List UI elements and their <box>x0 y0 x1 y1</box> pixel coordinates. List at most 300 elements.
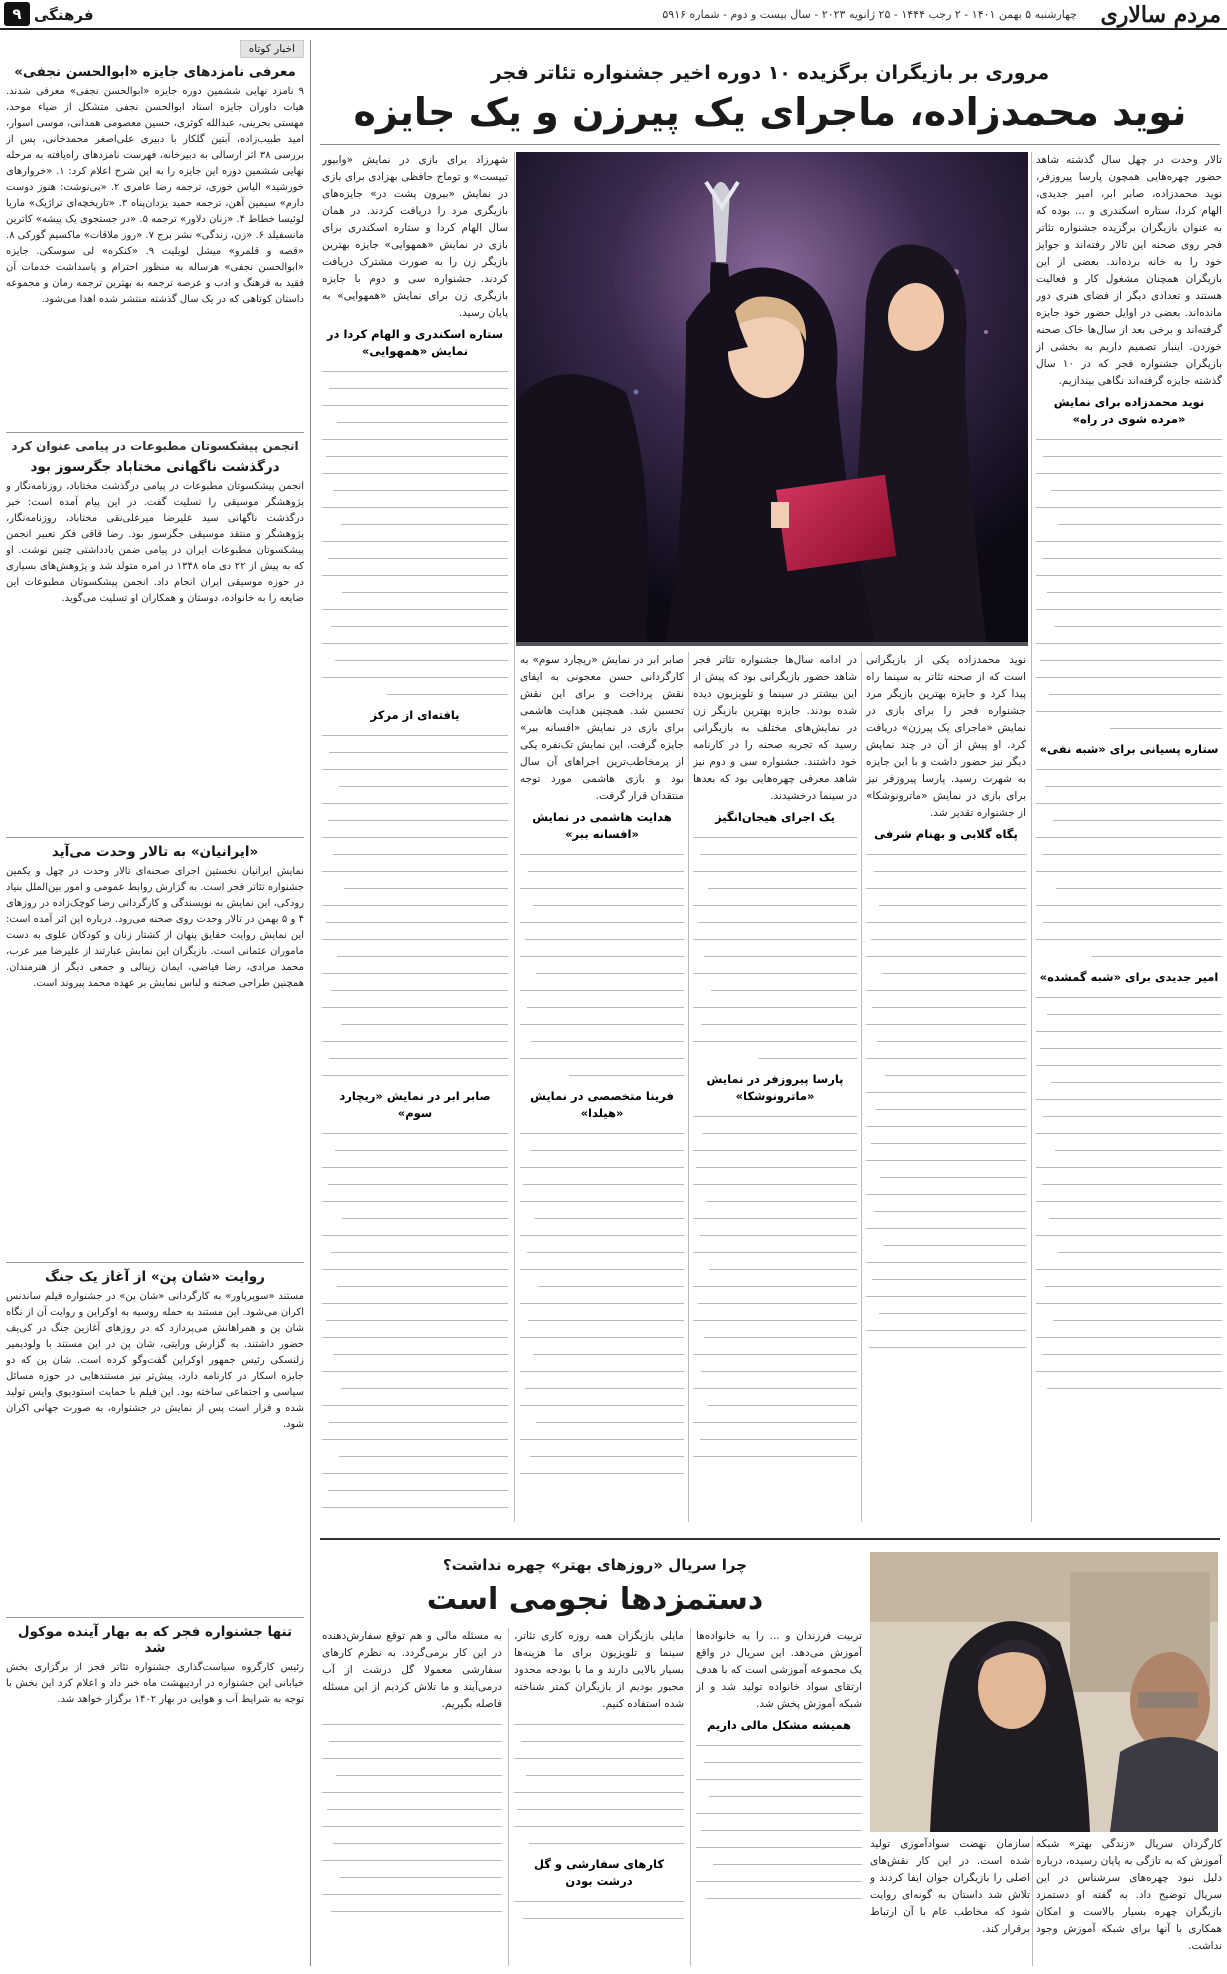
text-line <box>322 1227 508 1244</box>
text-line <box>322 363 508 380</box>
text-line <box>866 1237 1026 1254</box>
text-line <box>322 846 508 863</box>
text-line <box>322 601 508 618</box>
text-line <box>322 1329 508 1346</box>
text-line <box>866 1305 1026 1322</box>
text-line <box>322 1176 508 1193</box>
sidebar-headline: تنها جشنواره فجر که به بهار آینده موکول شد <box>17 1624 293 1656</box>
text-line <box>1036 1142 1222 1159</box>
text-line <box>322 1363 508 1380</box>
text-line <box>322 1067 508 1084</box>
text-line <box>322 1852 502 1869</box>
bottom-subhead: کارهای سفارشی و گل درشت بودن <box>533 1857 665 1888</box>
sidebar-headline: درگذشت ناگهانی مختاباد جگرسوز بود <box>30 459 280 475</box>
text-line <box>1036 1210 1222 1227</box>
divider <box>6 432 304 433</box>
text-line <box>693 931 857 948</box>
text-line <box>866 1220 1026 1237</box>
page-number: ۹ <box>4 2 30 26</box>
text-line <box>520 1125 684 1142</box>
text-line <box>322 1380 508 1397</box>
text-line <box>520 1465 684 1482</box>
dateline: چهارشنبه ۵ بهمن ۱۴۰۱ - ۲ رجب ۱۴۴۴ - ۲۵ ژانویه ۲۰۲۳ - سال بیست و دوم - شماره ۵۹۱۶ <box>662 8 1077 21</box>
text-line <box>866 1135 1026 1152</box>
text-line <box>1036 482 1222 499</box>
text-line <box>322 482 508 499</box>
text-line <box>1036 914 1222 931</box>
text-line <box>322 982 508 999</box>
text-line <box>696 1839 862 1856</box>
article-column <box>693 652 857 1522</box>
text-line <box>693 1346 857 1363</box>
text-line <box>1036 761 1222 778</box>
text-line <box>696 1856 862 1873</box>
column-rule <box>1032 1836 1033 1966</box>
text-line <box>322 1397 508 1414</box>
text-line <box>322 1516 508 1522</box>
text-line <box>520 1278 684 1295</box>
text-line <box>322 1767 502 1784</box>
article-column <box>322 152 508 1522</box>
text-line <box>1036 448 1222 465</box>
text-line <box>693 1193 857 1210</box>
text-line <box>866 1016 1026 1033</box>
text-line <box>1036 601 1222 618</box>
text-line <box>693 1312 857 1329</box>
text-line <box>1036 567 1222 584</box>
sidebar-body: رئیس کارگروه سیاست‌گذاری جشنواره تئاتر فجر از برگزاری بخش خیابانی این جشنواره در اردیبهشت ماه خبر داد و اعلام کرد این بخش با توجه به شرایط آب و هوایی در بهار ۱۴۰۲ برگزار خواهد شد. <box>6 1662 304 1705</box>
text-line <box>520 1142 684 1159</box>
text-line <box>322 1193 508 1210</box>
text-line <box>514 1767 684 1784</box>
text-line <box>866 846 1026 863</box>
text-line <box>322 1869 502 1886</box>
text-line <box>1036 897 1222 914</box>
text-line <box>866 1084 1026 1101</box>
sidebar-body: ۹ نامزد نهایی ششمین دوره جایزه «ابوالحسن نجفی» معرفی شدند. هیات داوران جایزه استاد ابوالحسن نجفی متشکل از ضیاء موحد، مهستی بحرینی، عبدالله کوثری، حسین معصومی همدانی، موسی اسوار، امید طبیب‌زاده، آبتین گلکار با دبیری علی‌اصغر محمدخانی، پس از بررسی ۳۸ اثر ارسالی به دبیرخانه، فهرست نامزدهای راه‌یافته به مرحله نهایی ششمین دوره این جایزه را به این شرح اعلام کرد: ۱. «خروارهای خورشید» الیاس خوری، ترجمه رضا عامری ۲. «بی‌نوشت: هنوز دوست دارم» سیمین آهن، ترجمه حمید یزدان‌پناه ۳. «تاریخچه‌ای تراژیک» ماریا لوئیسا خطاط ۴. «زنان دلاور» ترجمه ۵. «در جستجوی یک پیشه» کاترین مانسفیلد ۶. «زن، زندگی» نشر برج ۷. «روز ملاقات» ماکسیم گورکی ۸. «قصه و قلمرو» میشل لویلیت ۹. «کنکره» لی سوسکی. جایزه «ابوالحسن نجفی» هرساله به منظور احترام و پاسداشت خدمات آن فقید به فرهنگ و ادب و عرصه ترجمه به بهترین ترجمه رمان و مجموعه داستان کوتاهی که در یک سال گذشته منتشر شده اهدا می‌شود. <box>6 86 304 305</box>
text-line <box>693 829 857 846</box>
text-line <box>1036 1023 1222 1040</box>
text-line <box>1036 1006 1222 1023</box>
text-line <box>514 1818 684 1835</box>
text-line <box>322 1050 508 1067</box>
photo-caption-bar <box>516 642 1028 646</box>
text-line <box>322 635 508 652</box>
column-rule <box>310 40 311 1966</box>
text-line <box>1036 1159 1222 1176</box>
text-line <box>1036 550 1222 567</box>
text-line <box>322 1801 502 1818</box>
text-line <box>322 1210 508 1227</box>
column-paragraph: در ادامه سال‌ها جشنواره تئاتر فجر شاهد حضور بازیگرانی بود که پیش از این بیشتر در سینما و تلویزیون دیده شده بودند. جایزه بهترین بازیگر زن در نمایش‌های مختلف به بازیگرانی رسید که تجربه صحنه را در کارنامه خود داشتند. جشنواره سی و دوم نیز شاهد معرفی چهره‌هایی بود که بعدها در سینما درخشیدند. <box>693 654 857 802</box>
text-line <box>1036 465 1222 482</box>
bottom-subhead: همیشه مشکل مالی داریم <box>706 1718 852 1732</box>
text-line <box>866 948 1026 965</box>
text-line <box>866 1067 1026 1084</box>
text-line <box>1036 1057 1222 1074</box>
article-subhead: پگاه گلابی و بهنام شرفی <box>874 827 1018 841</box>
text-line <box>322 516 508 533</box>
text-line <box>520 999 684 1016</box>
text-line <box>866 863 1026 880</box>
text-line <box>866 1322 1026 1339</box>
column-rule <box>1031 152 1032 1522</box>
text-line <box>322 948 508 965</box>
text-line <box>322 727 508 744</box>
sidebar-headline: روایت «شان پن» از آغاز یک جنگ <box>45 1269 265 1285</box>
text-line <box>520 897 684 914</box>
text-line <box>1036 989 1222 1006</box>
text-line <box>696 1873 862 1890</box>
text-line <box>322 499 508 516</box>
text-line <box>322 1499 508 1516</box>
text-line <box>520 1380 684 1397</box>
main-headline: نوید محمدزاده، ماجرای یک پیرزن و یک جایزه <box>353 90 1187 134</box>
text-line <box>1036 669 1222 686</box>
text-line <box>520 880 684 897</box>
text-line <box>693 965 857 982</box>
text-line <box>1036 1329 1222 1346</box>
headline-rule <box>320 144 1220 145</box>
column-rule <box>688 652 689 1522</box>
text-line <box>520 1050 684 1067</box>
text-line <box>866 897 1026 914</box>
text-line <box>866 1169 1026 1186</box>
article-subhead: نوید محمدزاده برای نمایش «مرده شوی در راه» <box>1053 395 1205 426</box>
text-line <box>514 1893 684 1910</box>
text-line <box>1036 635 1222 652</box>
text-line <box>322 1482 508 1499</box>
text-line <box>322 618 508 635</box>
text-line <box>866 965 1026 982</box>
text-line <box>520 1414 684 1431</box>
text-line <box>1036 778 1222 795</box>
bottom-kicker: چرا سریال «روزهای بهتر» چهره نداشت؟ <box>442 1556 748 1574</box>
article-subhead: یک اجرای هیجان‌انگیز <box>715 810 835 824</box>
text-line <box>322 465 508 482</box>
text-line <box>322 1750 502 1767</box>
text-line <box>1036 1363 1222 1380</box>
text-line <box>322 744 508 761</box>
text-line <box>322 1312 508 1329</box>
sidebar-body: مستند «سوپرپاور» به کارگردانی «شان پن» در جشنواره فیلم ساندنس اکران می‌شود. این مستند به حمله روسیه به اوکراین و روایت آن از نگاه شان پن و همراهانش می‌پردازد که در روزهای آغازین جنگ در کی‌یف حضور داشتند. به گزارش ورایتی، شان پن در این مستند با ولودیمیر زلنسکی رئیس جمهور اوکراین گفت‌وگو کرده است. شان پن که دو جایزه اسکار در کارنامه دارد، پیش‌تر نیز مستندهایی در حوزه مسائل سیاسی و اجتماعی ساخته بود. این فیلم با حمایت استودیوی وایس تولید شده و قرار است پس از نمایش در جشنواره، به صورت جهانی اکران شود. <box>6 1291 304 1430</box>
text-line <box>322 1414 508 1431</box>
text-line <box>866 880 1026 897</box>
text-line <box>514 1733 684 1750</box>
page-header <box>0 0 1227 30</box>
text-line <box>322 550 508 567</box>
text-line <box>520 931 684 948</box>
text-line <box>520 1210 684 1227</box>
text-line <box>322 584 508 601</box>
text-line <box>322 1125 508 1142</box>
text-line <box>693 880 857 897</box>
text-line <box>866 1050 1026 1067</box>
text-line <box>1036 846 1222 863</box>
bottom-column <box>322 1628 502 1966</box>
text-line <box>322 1818 502 1835</box>
text-line <box>1036 431 1222 448</box>
text-line <box>866 1254 1026 1271</box>
text-line <box>693 1159 857 1176</box>
text-line <box>693 1363 857 1380</box>
text-line <box>520 1261 684 1278</box>
text-line <box>322 1903 502 1920</box>
text-line <box>514 1784 684 1801</box>
text-line <box>322 414 508 431</box>
text-line <box>693 982 857 999</box>
text-line <box>1036 1380 1222 1397</box>
text-line <box>322 829 508 846</box>
text-line <box>322 1142 508 1159</box>
text-line <box>520 1244 684 1261</box>
article-subhead: صابر ابر در نمایش «ریچارد سوم» <box>339 1089 491 1120</box>
article-subhead: امیر جدیدی برای «شبه گمشده» <box>1039 970 1219 984</box>
text-line <box>322 1016 508 1033</box>
text-line <box>1036 880 1222 897</box>
text-line <box>322 1159 508 1176</box>
sidebar-headline: معرفی نامزدهای جایزه «ابوالحسن نجفی» <box>14 64 296 80</box>
sidebar-kicker: انجمن پیشکسوتان مطبوعات در پیامی عنوان کرد <box>11 439 299 453</box>
text-line <box>693 1414 857 1431</box>
text-line <box>1036 1074 1222 1091</box>
text-line <box>322 1835 502 1852</box>
text-line <box>520 1227 684 1244</box>
text-line <box>866 931 1026 948</box>
text-line <box>322 1886 502 1903</box>
article-subhead: هدایت هاشمی در نمایش «افسانه ببر» <box>532 810 672 841</box>
text-line <box>322 795 508 812</box>
text-line <box>322 652 508 669</box>
section-rule <box>320 1538 1220 1540</box>
article-subhead: ستاره اسکندری و الهام کردا در نمایش «همهوایی» <box>326 327 504 358</box>
column-paragraph: به مسئله مالی و هم توقع سفارش‌دهنده در این کار برمی‌گردد. به نظرم کارهای سفارشی معمولا گل درشت از آب درمی‌آیند و ما تلاش کردیم از این مسئله فاصله بگیریم. <box>322 1630 502 1710</box>
text-line <box>693 1278 857 1295</box>
text-line <box>1036 1346 1222 1363</box>
text-line <box>322 863 508 880</box>
column-paragraph: کارگردان سریال «زندگی بهتر» شبکه آموزش که به تازگی به پایان رسیده، درباره دلیل نبود چهره‌های سرشناس در این سریال توضیح داد. به گفته او دستمزد بازیگران چهره بسیار بالاست و امکان همکاری با آنها برای شبکه آموزش وجود نداشت. <box>1036 1838 1222 1952</box>
article-column <box>866 652 1026 1522</box>
text-line <box>322 1448 508 1465</box>
text-line <box>322 1784 502 1801</box>
text-line <box>514 1716 684 1733</box>
text-line <box>1036 829 1222 846</box>
text-line <box>1036 584 1222 601</box>
text-line <box>1036 1278 1222 1295</box>
text-line <box>696 1788 862 1805</box>
bottom-column <box>1036 1836 1222 1966</box>
text-line <box>520 863 684 880</box>
text-line <box>696 1822 862 1839</box>
text-line <box>866 1271 1026 1288</box>
text-line <box>866 1203 1026 1220</box>
text-line <box>866 1288 1026 1305</box>
bottom-column <box>870 1836 1030 1966</box>
text-line <box>1036 1261 1222 1278</box>
text-line <box>520 1431 684 1448</box>
text-line <box>322 1346 508 1363</box>
text-line <box>693 999 857 1016</box>
text-line <box>693 914 857 931</box>
text-line <box>1036 652 1222 669</box>
text-line <box>1036 703 1222 720</box>
column-paragraph: صابر ابر در نمایش «ریچارد سوم» به کارگردانی حسن معجونی به ایفای نقش پرداخت و برای این نقش تحسین شد. همچنین هدایت هاشمی برای بازی در نمایش «افسانه ببر» جایزه گرفت. این نمایش تک‌نفره یکی از پرمخاطب‌ترین اجراهای آن سال بود و بازی هاشمی مورد توجه منتقدان قرار گرفت. <box>520 654 684 802</box>
sidebar-tag: اخبار کوتاه <box>240 40 304 58</box>
column-paragraph: مایلی بازیگران همه روزه کاری تئاتر، سینما و تلویزیون برای ما هزینه‌ها بسیار بالایی دارند و ما با بودجه محدود مجبور بودیم از بازیگران کمتر شناخته شده استفاده کنیم. <box>514 1630 684 1710</box>
text-line <box>1036 948 1222 965</box>
divider <box>6 1262 304 1263</box>
main-kicker: مروری بر بازیگران برگزیده ۱۰ دوره اخیر جشنواره تئاتر فجر <box>490 62 1050 84</box>
text-line <box>696 1805 862 1822</box>
text-line <box>693 1033 857 1050</box>
text-line <box>696 1890 862 1907</box>
text-line <box>1036 1227 1222 1244</box>
text-line <box>693 1108 857 1125</box>
column-rule <box>514 152 515 1522</box>
text-line <box>520 1397 684 1414</box>
text-line <box>693 1210 857 1227</box>
text-line <box>1036 931 1222 948</box>
text-line <box>322 1733 502 1750</box>
text-line <box>520 914 684 931</box>
text-line <box>693 1227 857 1244</box>
text-line <box>1036 1108 1222 1125</box>
series-still-illustration <box>870 1552 1218 1832</box>
text-line <box>1036 1040 1222 1057</box>
text-line <box>696 1754 862 1771</box>
text-line <box>693 1397 857 1414</box>
text-line <box>520 1176 684 1193</box>
text-line <box>322 999 508 1016</box>
text-line <box>520 1295 684 1312</box>
text-line <box>866 1101 1026 1118</box>
award-photo-illustration <box>516 152 1028 642</box>
text-line <box>520 1329 684 1346</box>
text-line <box>322 448 508 465</box>
text-line <box>520 965 684 982</box>
text-line <box>322 1244 508 1261</box>
text-line <box>693 1261 857 1278</box>
text-line <box>693 1295 857 1312</box>
text-line <box>322 931 508 948</box>
divider <box>6 837 304 838</box>
text-line <box>1036 499 1222 516</box>
text-line <box>1036 1295 1222 1312</box>
text-line <box>514 1910 684 1927</box>
text-line <box>322 431 508 448</box>
column-paragraph: شهرزاد برای بازی در نمایش «وابیور تیپست» و توماج حافظی بهزادی برای بازی در نمایش «بیرون پشت در» جایزه‌های بازیگری مرد را دریافت کردند. در همان سال الهام کردا و ستاره اسکندری برای بازی در نمایش «همهوایی» جایزه بهترین بازیگر زن را به صورت مشترک دریافت کردند. جشنواره سی و دوم با جایزه بازیگری زن برای نمایش «همهوایی» به پایان رسید. <box>322 154 508 319</box>
text-line <box>520 1346 684 1363</box>
text-line <box>520 846 684 863</box>
text-line <box>520 1312 684 1329</box>
text-line <box>693 1329 857 1346</box>
bottom-headline: دستمزدها نجومی است <box>426 1582 764 1617</box>
text-line <box>322 914 508 931</box>
text-line <box>514 1801 684 1818</box>
newspaper-brand: مردم سالاری <box>1100 2 1221 28</box>
text-line <box>322 812 508 829</box>
bottom-column <box>514 1628 684 1966</box>
text-line <box>866 1118 1026 1135</box>
text-line <box>520 1016 684 1033</box>
column-rule <box>508 1628 509 1966</box>
text-line <box>866 1033 1026 1050</box>
text-line <box>520 948 684 965</box>
text-line <box>866 999 1026 1016</box>
text-line <box>1036 1176 1222 1193</box>
text-line <box>520 1448 684 1465</box>
text-line <box>322 1465 508 1482</box>
lead-paragraph: تالار وحدت در چهل سال گذشته شاهد حضور چهره‌هایی همچون پارسا پیروزفر، نوید محمدزاده، صابر ابر، امیر جدیدی، الهام کردا، ستاره اسکندری و ... بوده که به عنوان بازیگران برگزیده جشنواره تئاتر فجر روی صحنه این تالار رفته‌اند و جوایز خود را به خانه برده‌اند. بعضی از این بازیگران همچنان مشغول کار و فعالیت هستند و تعدادی دیگر از فضای هنری دور مانده‌اند. بعضی در اوایل حضور خود جایزه گرفته‌اند و برخی بعد از سال‌ها خاک صحنه خوردن. اینبار تصمیم داریم به بخشی از بازیگران جشنواره فجر که در ۱۰ سال گذشته جایزه گرفته‌اند نگاهی بیندازیم. <box>1036 154 1222 387</box>
text-line <box>1036 812 1222 829</box>
text-line <box>322 761 508 778</box>
bottom-column <box>696 1628 862 1966</box>
text-line <box>520 1159 684 1176</box>
text-line <box>520 1067 684 1084</box>
text-line <box>696 1771 862 1788</box>
text-line <box>693 1448 857 1465</box>
text-line <box>1036 1125 1222 1142</box>
text-line <box>1036 795 1222 812</box>
text-line <box>866 914 1026 931</box>
text-line <box>322 380 508 397</box>
text-line <box>520 1363 684 1380</box>
text-line <box>322 686 508 703</box>
text-line <box>1036 863 1222 880</box>
text-line <box>696 1737 862 1754</box>
column-paragraph: تربیت فرزندان و ... را به خانواده‌ها آموزش می‌دهد. این سریال در واقع یک مجموعه آموزشی است که با هدف ارتقای سواد خانواده تولید شد و از شبکه آموزش پخش شد. <box>696 1630 862 1710</box>
text-line <box>322 669 508 686</box>
text-line <box>322 533 508 550</box>
text-line <box>1036 720 1222 737</box>
column-paragraph: سازمان نهضت سوادآموزی تولید شده است. در این کار نقش‌های اصلی را بازیگران جوان ایفا کردند و تلاش شد داستان به گونه‌ای روایت شود که مخاطب عام با آن ارتباط برقرار کند. <box>870 1838 1030 1935</box>
text-line <box>693 863 857 880</box>
column-rule <box>861 652 862 1522</box>
text-line <box>322 567 508 584</box>
article-subhead: ستاره پسیانی برای «شبه نفی» <box>1039 742 1219 756</box>
text-line <box>514 1750 684 1767</box>
text-line <box>322 397 508 414</box>
text-line <box>1036 1193 1222 1210</box>
text-line <box>1036 686 1222 703</box>
award-photo <box>516 152 1028 642</box>
text-line <box>1036 533 1222 550</box>
text-line <box>520 1033 684 1050</box>
text-line <box>866 1339 1026 1356</box>
text-line <box>693 846 857 863</box>
column-rule <box>690 1628 691 1966</box>
text-line <box>693 948 857 965</box>
section-title: فرهنگی <box>34 6 94 24</box>
text-line <box>322 1261 508 1278</box>
news-sidebar <box>6 40 304 1966</box>
text-line <box>866 982 1026 999</box>
text-line <box>693 1125 857 1142</box>
text-line <box>520 1193 684 1210</box>
text-line <box>1036 1312 1222 1329</box>
text-line <box>693 1050 857 1067</box>
article-lead-column <box>1036 152 1222 1522</box>
text-line <box>322 897 508 914</box>
text-line <box>322 1716 502 1733</box>
text-line <box>322 1295 508 1312</box>
text-line <box>322 965 508 982</box>
text-line <box>693 1380 857 1397</box>
text-line <box>322 1033 508 1050</box>
text-line <box>1036 516 1222 533</box>
text-line <box>693 1142 857 1159</box>
text-line <box>693 1244 857 1261</box>
